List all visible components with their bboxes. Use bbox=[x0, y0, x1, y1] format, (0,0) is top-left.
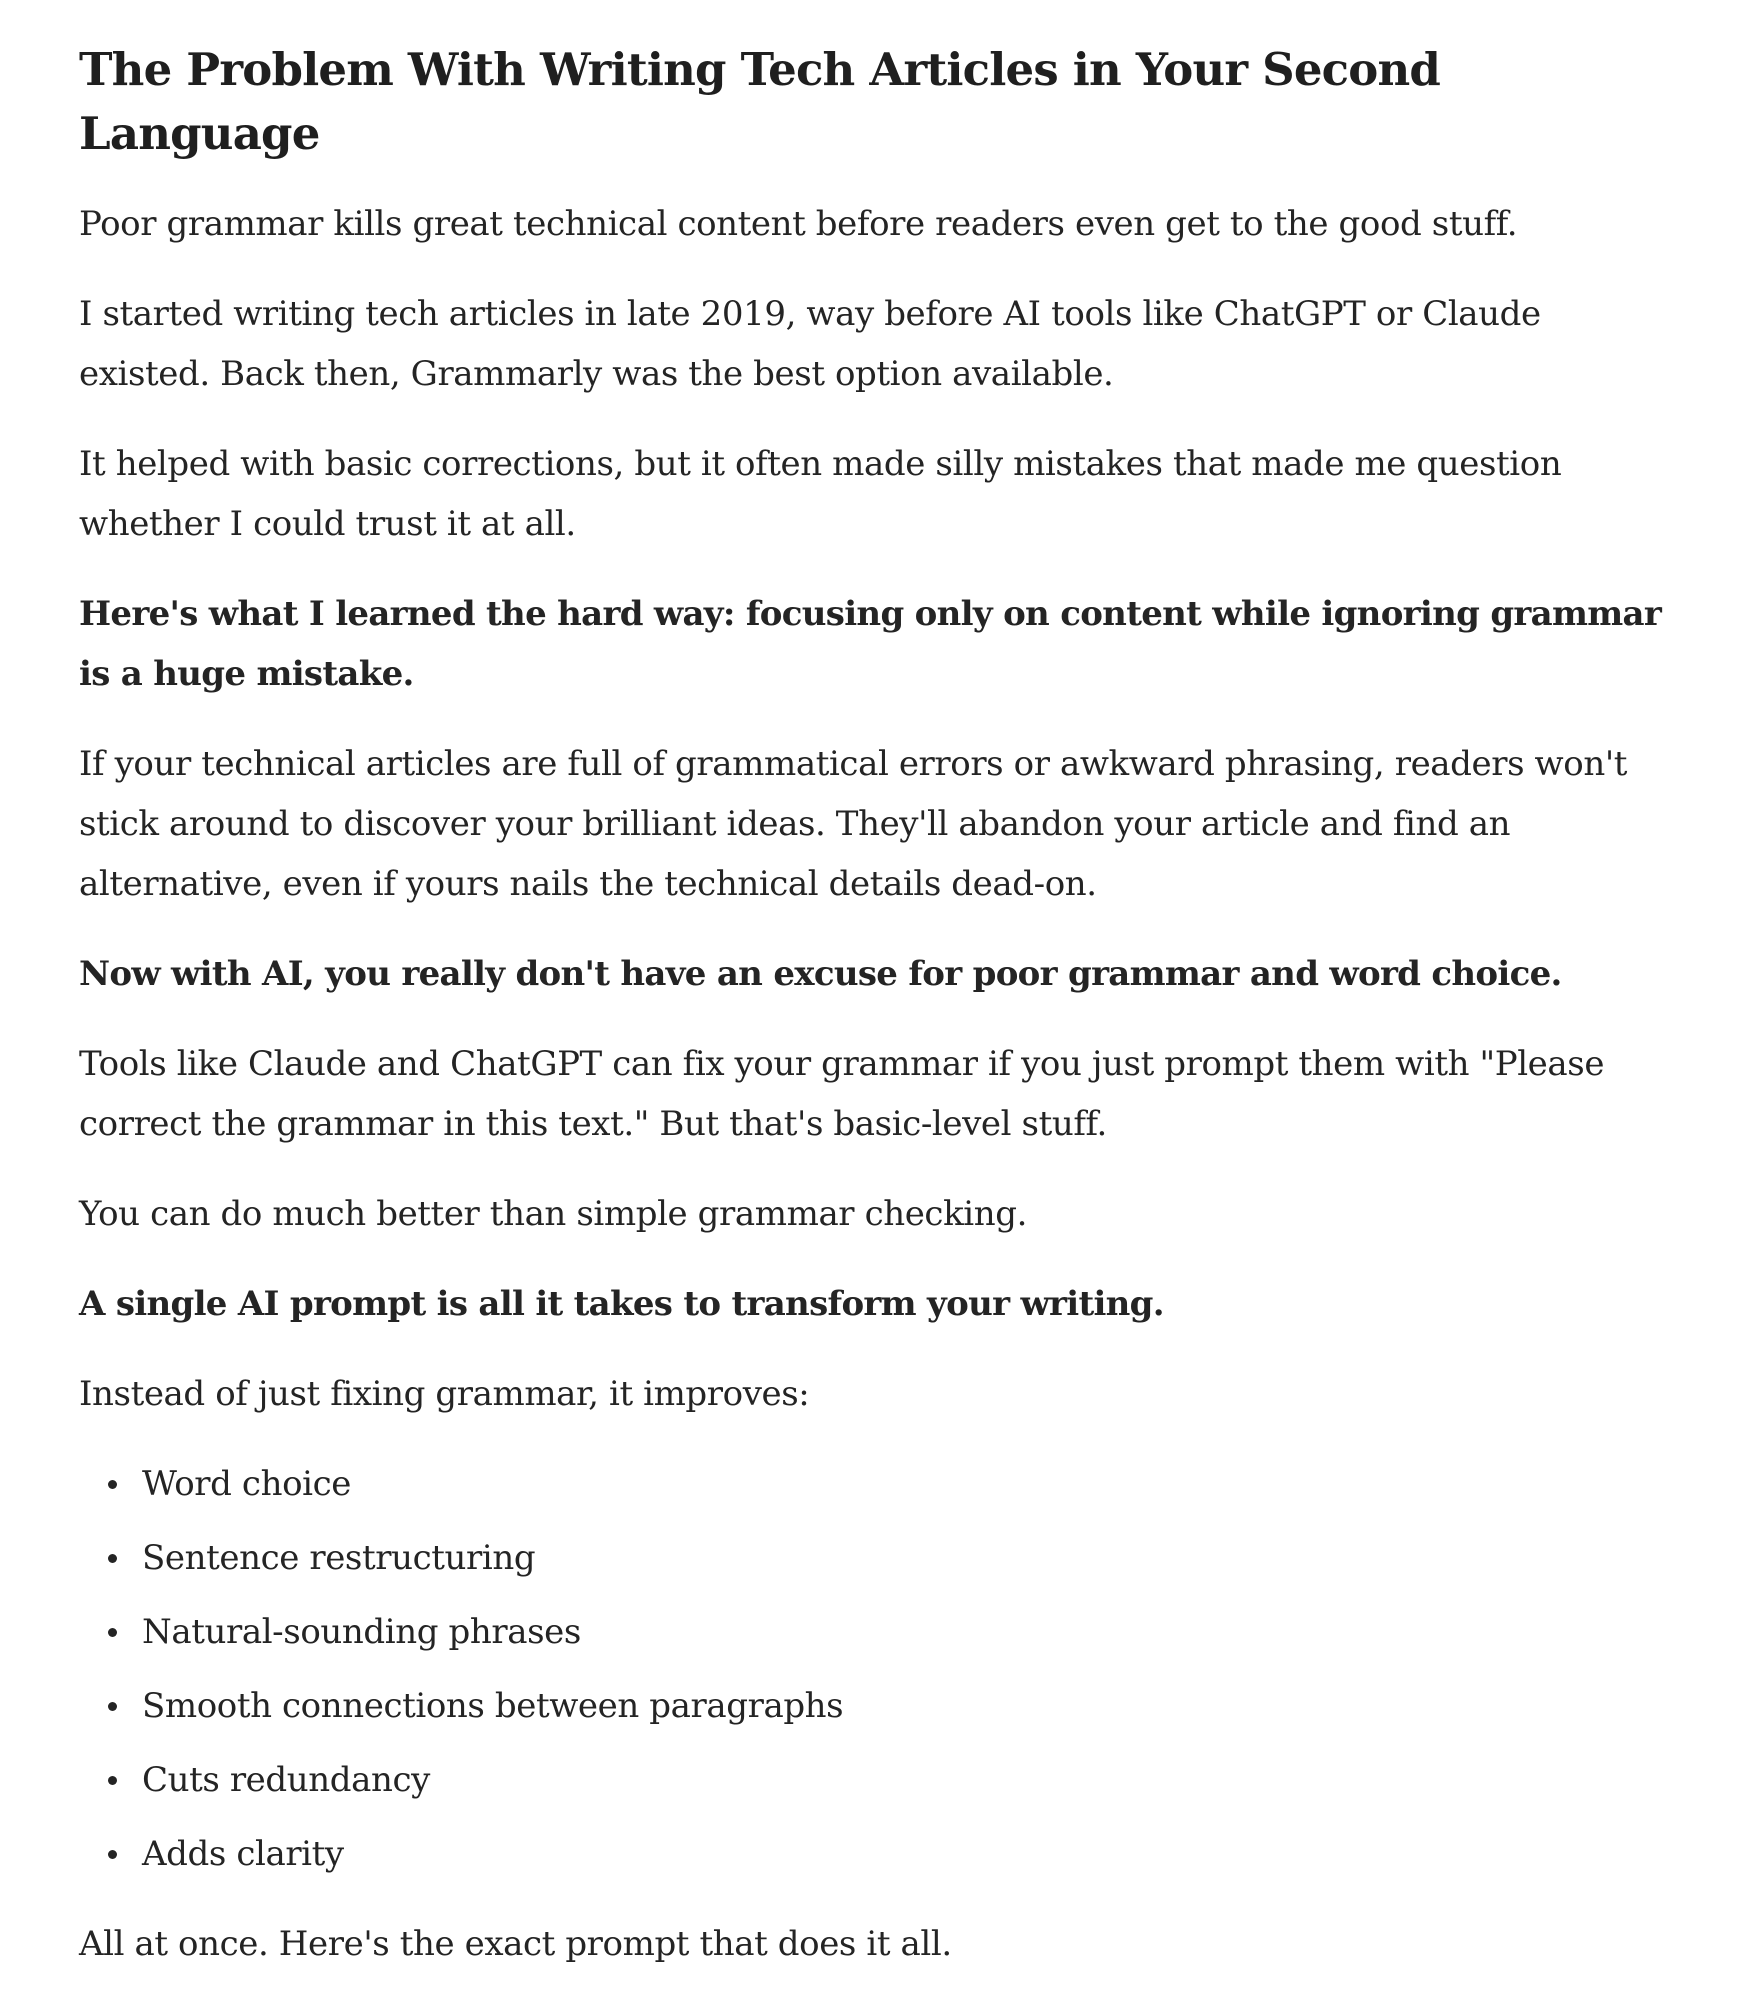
paragraph-closing: All at once. Here's the exact prompt that does it all. bbox=[79, 1924, 952, 1964]
paragraph-intro: Poor grammar kills great technical content before readers even get to the good stuff. bbox=[79, 204, 1518, 244]
paragraph-history-1: I started writing tech articles in late 2019, way before AI tools like ChatGPT or Claude existed. Back then, Grammarly was the best option available. bbox=[79, 294, 1541, 394]
list-item-text: Adds clarity bbox=[142, 1834, 344, 1874]
bullet-icon bbox=[108, 1702, 117, 1711]
paragraph-history-2: It helped with basic corrections, but it often made silly mistakes that made me question whether I could trust it at all. bbox=[79, 444, 1562, 544]
list-item-text: Sentence restructuring bbox=[142, 1538, 536, 1578]
bullet-icon bbox=[108, 1628, 117, 1637]
improvements-list bbox=[79, 1454, 1679, 1884]
list-item-text: Word choice bbox=[142, 1464, 351, 1504]
article-heading: The Problem With Writing Tech Articles in Your Second Language bbox=[79, 43, 1441, 160]
paragraph-better: You can do much better than simple grammar checking. bbox=[79, 1194, 1028, 1234]
paragraph-improves-intro: Instead of just fixing grammar, it improves: bbox=[79, 1374, 810, 1414]
list-item bbox=[142, 1528, 1679, 1588]
bullet-icon bbox=[108, 1554, 117, 1563]
list-item bbox=[142, 1454, 1679, 1514]
bullet-icon bbox=[108, 1480, 117, 1489]
list-item-text: Smooth connections between paragraphs bbox=[142, 1686, 844, 1726]
list-item-text: Cuts redundancy bbox=[142, 1760, 430, 1800]
bullet-icon bbox=[108, 1850, 117, 1859]
paragraph-tools: Tools like Claude and ChatGPT can fix your grammar if you just prompt them with "Please correct the grammar in this text." But that's basic-level stuff. bbox=[79, 1044, 1605, 1144]
paragraph-consequence: If your technical articles are full of grammatical errors or awkward phrasing, readers won't stick around to discover your brilliant ideas. They'll abandon your article and find an alternative, even if yours nails the technical details dead-on. bbox=[79, 744, 1628, 904]
paragraph-lesson: Here's what I learned the hard way: focusing only on content while ignoring grammar is a huge mistake. bbox=[79, 594, 1662, 694]
bullet-icon bbox=[108, 1776, 117, 1785]
list-item bbox=[142, 1824, 1679, 1884]
list-item bbox=[142, 1602, 1679, 1662]
list-item-text: Natural-sounding phrases bbox=[142, 1612, 581, 1652]
list-item bbox=[142, 1676, 1679, 1736]
article-body bbox=[79, 38, 1679, 2004]
paragraph-no-excuse: Now with AI, you really don't have an excuse for poor grammar and word choice. bbox=[79, 954, 1562, 994]
list-item bbox=[142, 1750, 1679, 1810]
paragraph-single-prompt: A single AI prompt is all it takes to transform your writing. bbox=[79, 1284, 1164, 1324]
